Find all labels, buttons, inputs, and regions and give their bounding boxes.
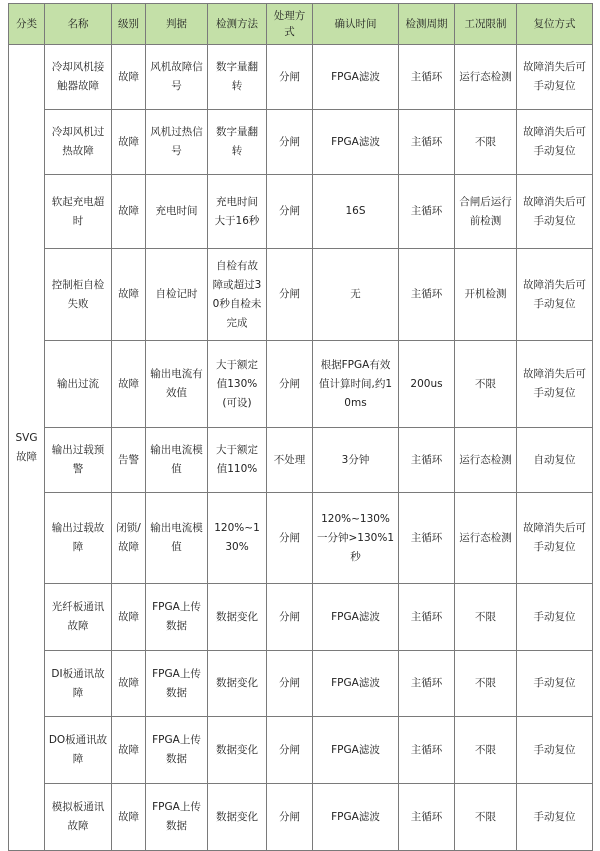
cell-detection-cycle: 主循环 xyxy=(399,428,455,493)
cell-level: 闭锁/故障 xyxy=(112,493,146,584)
table-row xyxy=(9,249,593,341)
cell-reset-method: 故障消失后可手动复位 xyxy=(517,110,593,175)
header-reset-method: 复位方式 xyxy=(517,4,593,45)
cell-condition-limit: 合闸后运行前检测 xyxy=(455,175,517,249)
cell-name: 控制柜自检失败 xyxy=(45,249,112,341)
cell-detection-method: 数据变化 xyxy=(208,584,267,651)
cell-criterion: FPGA上传数据 xyxy=(146,784,208,851)
header-confirm-time: 确认时间 xyxy=(313,4,399,45)
table-row xyxy=(9,110,593,175)
table-row xyxy=(9,493,593,584)
cell-level: 告警 xyxy=(112,428,146,493)
cell-handling: 分闸 xyxy=(267,341,313,428)
cell-detection-method: 数据变化 xyxy=(208,651,267,717)
cell-name: 软起充电超时 xyxy=(45,175,112,249)
cell-detection-cycle: 主循环 xyxy=(399,175,455,249)
cell-handling: 分闸 xyxy=(267,651,313,717)
cell-confirm-time: 3分钟 xyxy=(313,428,399,493)
header-criterion: 判据 xyxy=(146,4,208,45)
header-detection-method: 检测方法 xyxy=(208,4,267,45)
cell-name: 输出过载预警 xyxy=(45,428,112,493)
cell-name: 输出过载故障 xyxy=(45,493,112,584)
cell-confirm-time: FPGA滤波 xyxy=(313,110,399,175)
table-row xyxy=(9,341,593,428)
cell-criterion: FPGA上传数据 xyxy=(146,584,208,651)
header-condition-limit: 工况限制 xyxy=(455,4,517,45)
table-row xyxy=(9,428,593,493)
cell-reset-method: 故障消失后可手动复位 xyxy=(517,249,593,341)
cell-confirm-time: 根据FPGA有效值计算时间,约10ms xyxy=(313,341,399,428)
cell-level: 故障 xyxy=(112,341,146,428)
fault-table xyxy=(8,3,593,851)
cell-detection-cycle: 主循环 xyxy=(399,717,455,784)
cell-name: DI板通讯故障 xyxy=(45,651,112,717)
cell-level: 故障 xyxy=(112,584,146,651)
cell-level: 故障 xyxy=(112,110,146,175)
cell-condition-limit: 不限 xyxy=(455,784,517,851)
table-row xyxy=(9,175,593,249)
cell-detection-cycle: 200us xyxy=(399,341,455,428)
cell-detection-method: 120%~130% xyxy=(208,493,267,584)
cell-level: 故障 xyxy=(112,717,146,784)
table-row xyxy=(9,784,593,851)
cell-name: 冷却风机过热故障 xyxy=(45,110,112,175)
cell-reset-method: 手动复位 xyxy=(517,584,593,651)
cell-reset-method: 故障消失后可手动复位 xyxy=(517,45,593,110)
header-detection-cycle: 检测周期 xyxy=(399,4,455,45)
table-row xyxy=(9,717,593,784)
cell-reset-method: 自动复位 xyxy=(517,428,593,493)
cell-confirm-time: 16S xyxy=(313,175,399,249)
cell-level: 故障 xyxy=(112,45,146,110)
cell-detection-method: 数据变化 xyxy=(208,717,267,784)
cell-handling: 分闸 xyxy=(267,249,313,341)
cell-handling: 分闸 xyxy=(267,110,313,175)
cell-condition-limit: 不限 xyxy=(455,110,517,175)
cell-criterion: 风机过热信号 xyxy=(146,110,208,175)
cell-detection-method: 数字量翻转 xyxy=(208,110,267,175)
cell-criterion: 充电时间 xyxy=(146,175,208,249)
cell-detection-cycle: 主循环 xyxy=(399,584,455,651)
cell-name: DO板通讯故障 xyxy=(45,717,112,784)
header-handling: 处理方式 xyxy=(267,4,313,45)
cell-detection-cycle: 主循环 xyxy=(399,784,455,851)
header-category: 分类 xyxy=(9,4,45,45)
cell-detection-method: 大于额定值130%(可设) xyxy=(208,341,267,428)
cell-reset-method: 手动复位 xyxy=(517,784,593,851)
header-row xyxy=(9,4,593,45)
category-cell: SVG故障 xyxy=(9,45,45,851)
cell-criterion: FPGA上传数据 xyxy=(146,651,208,717)
header-level: 级别 xyxy=(112,4,146,45)
cell-condition-limit: 运行态检测 xyxy=(455,493,517,584)
cell-handling: 分闸 xyxy=(267,175,313,249)
cell-detection-cycle: 主循环 xyxy=(399,45,455,110)
cell-confirm-time: FPGA滤波 xyxy=(313,584,399,651)
table-row xyxy=(9,584,593,651)
cell-name: 光纤板通讯故障 xyxy=(45,584,112,651)
cell-handling: 分闸 xyxy=(267,784,313,851)
cell-detection-method: 自检有故障或超过30秒自检未完成 xyxy=(208,249,267,341)
cell-condition-limit: 不限 xyxy=(455,651,517,717)
cell-criterion: 输出电流模值 xyxy=(146,493,208,584)
cell-detection-method: 数字量翻转 xyxy=(208,45,267,110)
cell-reset-method: 故障消失后可手动复位 xyxy=(517,493,593,584)
cell-confirm-time: FPGA滤波 xyxy=(313,717,399,784)
cell-level: 故障 xyxy=(112,249,146,341)
cell-name: 冷却风机接触器故障 xyxy=(45,45,112,110)
cell-condition-limit: 不限 xyxy=(455,584,517,651)
cell-criterion: FPGA上传数据 xyxy=(146,717,208,784)
cell-criterion: 自检记时 xyxy=(146,249,208,341)
cell-confirm-time: FPGA滤波 xyxy=(313,651,399,717)
cell-reset-method: 手动复位 xyxy=(517,651,593,717)
cell-detection-cycle: 主循环 xyxy=(399,249,455,341)
cell-level: 故障 xyxy=(112,651,146,717)
cell-detection-cycle: 主循环 xyxy=(399,110,455,175)
cell-detection-cycle: 主循环 xyxy=(399,493,455,584)
cell-handling: 不处理 xyxy=(267,428,313,493)
cell-handling: 分闸 xyxy=(267,717,313,784)
cell-condition-limit: 不限 xyxy=(455,341,517,428)
cell-detection-method: 数据变化 xyxy=(208,784,267,851)
cell-name: 输出过流 xyxy=(45,341,112,428)
cell-reset-method: 故障消失后可手动复位 xyxy=(517,175,593,249)
cell-level: 故障 xyxy=(112,784,146,851)
cell-reset-method: 故障消失后可手动复位 xyxy=(517,341,593,428)
cell-level: 故障 xyxy=(112,175,146,249)
cell-condition-limit: 不限 xyxy=(455,717,517,784)
cell-confirm-time: 120%~130%一分钟>130%1秒 xyxy=(313,493,399,584)
cell-detection-cycle: 主循环 xyxy=(399,651,455,717)
cell-condition-limit: 开机检测 xyxy=(455,249,517,341)
cell-confirm-time: FPGA滤波 xyxy=(313,45,399,110)
cell-name: 模拟板通讯故障 xyxy=(45,784,112,851)
cell-condition-limit: 运行态检测 xyxy=(455,45,517,110)
cell-handling: 分闸 xyxy=(267,45,313,110)
header-name: 名称 xyxy=(45,4,112,45)
cell-condition-limit: 运行态检测 xyxy=(455,428,517,493)
cell-confirm-time: 无 xyxy=(313,249,399,341)
cell-criterion: 风机故障信号 xyxy=(146,45,208,110)
table-row xyxy=(9,45,593,110)
cell-handling: 分闸 xyxy=(267,493,313,584)
cell-handling: 分闸 xyxy=(267,584,313,651)
cell-detection-method: 充电时间大于16秒 xyxy=(208,175,267,249)
cell-criterion: 输出电流有效值 xyxy=(146,341,208,428)
cell-criterion: 输出电流模值 xyxy=(146,428,208,493)
cell-detection-method: 大于额定值110% xyxy=(208,428,267,493)
cell-reset-method: 手动复位 xyxy=(517,717,593,784)
table-row xyxy=(9,651,593,717)
cell-confirm-time: FPGA滤波 xyxy=(313,784,399,851)
